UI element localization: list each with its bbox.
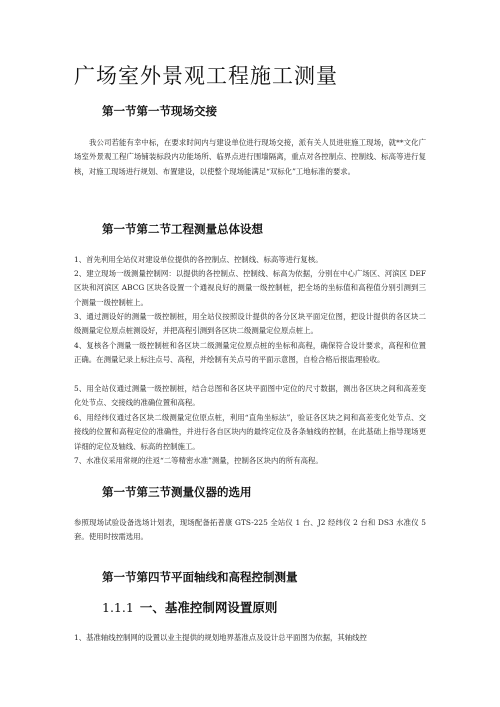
subheading-control-network-principle [102, 598, 277, 616]
list-item-survey-step-3: 3、通过测设好的测量一级控制桩，用全站仪按照设计提供的各分区块平面定位图，把设计提供的各区块二级测量定位原点桩测设好，并把高程引测到各区块二级测量定位原点桩上。 [74, 312, 426, 336]
subheading-text: 一、基准控制网设置原则 [139, 600, 278, 615]
list-item-control-network-rule-1: 1、基准轴线控制网的设置以业主提供的规划地界基准点及设计总平面图为依据，其轴线控 [74, 633, 367, 642]
section-heading-axis-elevation-control: 第一节第四节平面轴线和高程控制测量 [102, 570, 298, 584]
paragraph-instrument-selection: 参照现场试验设备选场计划表，现场配备拓普康 GTS-225 全站仪 1 台、J2 经纬仪 2 台和 DS3 水准仪 5 套。使用时按需选用。 [74, 518, 426, 542]
paragraph-site-handover: 我公司若能有幸中标，在要求时间内与建设单位进行现场交接，派有关人员进驻施工现场，就**文化广场室外景观工程广场铺装标段内功能场所、临界点进行围墙隔离，重点对各控制点、控制线、标高等进行复核，对施工现场进行规划、布置建设，以使整个现场能满足“双标化”工地标准的要求。 [74, 138, 426, 176]
list-item-survey-step-4: 4、复核各个测量一级控制桩和各区块二级测量定位原点桩的坐标和高程，确保符合设计要求，高程和位置正确。在测量记录上标注点号、高程，并绘制有关点号的平面示意图，自检合格后报监理验收。 [74, 341, 426, 365]
subheading-number: 1.1.1 [102, 600, 134, 615]
section-heading-site-handover: 第一节第一节现场交接 [102, 104, 217, 118]
section-heading-instrument-selection: 第一节第三节测量仪器的选用 [102, 485, 252, 499]
list-item-survey-step-1: 1、首先利用全站仪对建设单位提供的各控制点、控制线、标高等进行复核。 [74, 255, 323, 264]
list-item-survey-step-2: 2、建立现场一级测量控制网：以提供的各控制点、控制线、标高为依据，分别在中心广场区、河滨区 DEF 区块和河滨区 ABCG 区块各设置一个通视良好的测量一级控制桩，把全场的坐标值和高程值分别引测到三个测量一级控制桩上。 [74, 269, 426, 307]
list-item-survey-step-7: 7、水准仪采用常规的往返“二等精密水准”测量，控制各区块内的所有高程。 [74, 456, 323, 465]
section-heading-survey-concept: 第一节第二节工程测量总体设想 [102, 222, 263, 236]
document-title: 广场室外景观工程施工测量 [74, 64, 338, 88]
list-item-survey-step-5: 5、用全站仪通过测量一级控制桩，结合总图和各区块平面图中定位的尺寸数据，测出各区块之间和高差变化处节点、交接线的准确位置和高程。 [74, 384, 426, 408]
list-item-survey-step-6: 6、用经纬仪通过各区块二级测量定位原点桩，利用“直角坐标法”，验证各区块之间和高差变化处节点、交接线的位置和高程定位的准确性，并进行各自区块内的最终定位及各条轴线的控制，在此基础上指导现场更详细的定位及轴线、标高的控制施工。 [74, 413, 426, 451]
